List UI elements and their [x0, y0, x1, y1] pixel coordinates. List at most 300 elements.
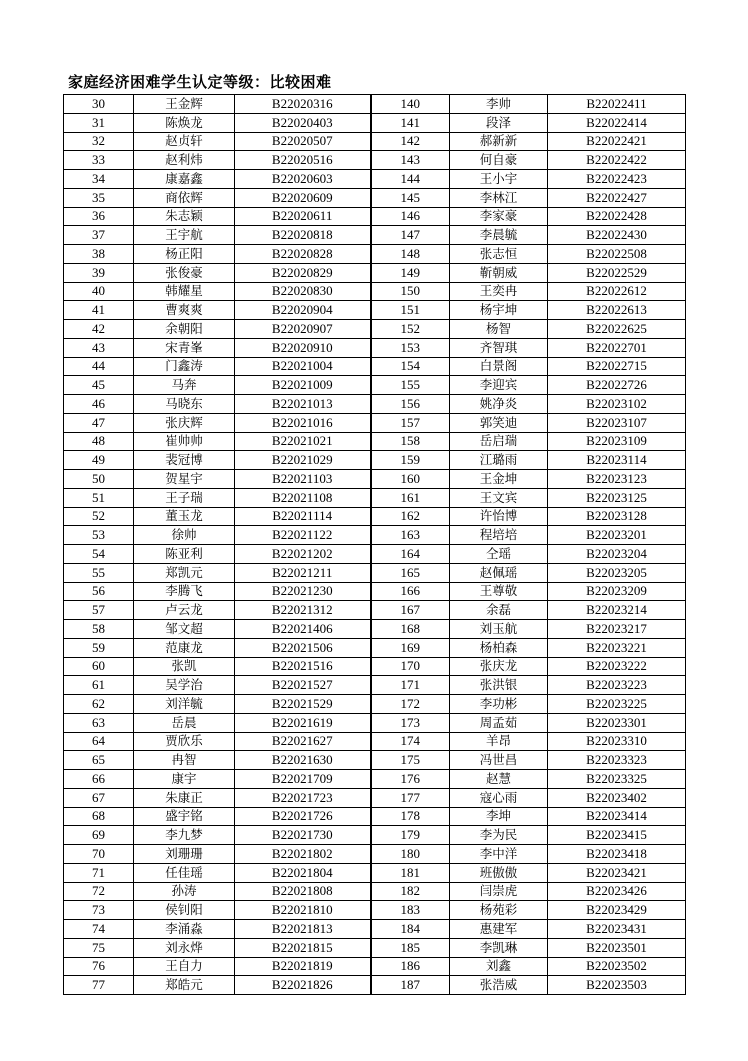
student-name-cell: 赵佩瑶 [450, 563, 548, 582]
student-name-cell: 赵贞轩 [134, 132, 235, 151]
table-row [64, 863, 686, 882]
student-id-cell: B22022430 [548, 226, 686, 245]
row-number-cell: 50 [64, 470, 134, 489]
student-name-cell: 段泽 [450, 113, 548, 132]
student-id-cell: B22021723 [235, 788, 371, 807]
row-number-cell: 77 [64, 976, 134, 995]
table-row [64, 713, 686, 732]
student-name-cell: 李林江 [450, 188, 548, 207]
student-name-cell: 郝新新 [450, 132, 548, 151]
student-name-cell: 李九梦 [134, 826, 235, 845]
student-name-cell: 程培培 [450, 526, 548, 545]
student-name-cell: 闫崇虎 [450, 882, 548, 901]
student-name-cell: 赵利炜 [134, 151, 235, 170]
table-row [64, 601, 686, 620]
student-name-cell: 康宇 [134, 770, 235, 789]
table-row [64, 95, 686, 114]
student-name-cell: 齐智琪 [450, 338, 548, 357]
row-number-cell: 53 [64, 526, 134, 545]
student-id-cell: B22023102 [548, 395, 686, 414]
student-name-cell: 朱康正 [134, 788, 235, 807]
table-row [64, 320, 686, 339]
row-number-cell: 37 [64, 226, 134, 245]
row-number-cell: 162 [371, 507, 450, 526]
student-id-cell: B22021004 [235, 357, 371, 376]
row-number-cell: 141 [371, 113, 450, 132]
table-row [64, 245, 686, 264]
student-name-cell: 张俊豪 [134, 263, 235, 282]
student-id-cell: B22023323 [548, 751, 686, 770]
student-name-cell: 曹爽爽 [134, 301, 235, 320]
row-number-cell: 144 [371, 170, 450, 189]
table-row [64, 845, 686, 864]
row-number-cell: 140 [371, 95, 450, 114]
table-row [64, 788, 686, 807]
student-id-cell: B22023128 [548, 507, 686, 526]
row-number-cell: 166 [371, 582, 450, 601]
student-id-cell: B22020507 [235, 132, 371, 151]
student-id-cell: B22023223 [548, 676, 686, 695]
table-row [64, 882, 686, 901]
table-row [64, 338, 686, 357]
student-name-cell: 崔帅帅 [134, 432, 235, 451]
student-id-cell: B22021202 [235, 545, 371, 564]
row-number-cell: 157 [371, 413, 450, 432]
student-name-cell: 侯钊阳 [134, 901, 235, 920]
student-id-cell: B22023431 [548, 920, 686, 939]
student-name-cell: 王小宇 [450, 170, 548, 189]
student-id-cell: B22020904 [235, 301, 371, 320]
student-id-cell: B22022428 [548, 207, 686, 226]
row-number-cell: 175 [371, 751, 450, 770]
student-name-cell: 姚净炎 [450, 395, 548, 414]
student-name-cell: 冯世昌 [450, 751, 548, 770]
student-id-cell: B22023301 [548, 713, 686, 732]
table-row [64, 695, 686, 714]
student-name-cell: 马晓东 [134, 395, 235, 414]
row-number-cell: 181 [371, 863, 450, 882]
student-name-cell: 张浩威 [450, 976, 548, 995]
row-number-cell: 66 [64, 770, 134, 789]
row-number-cell: 72 [64, 882, 134, 901]
student-name-cell: 贺星宇 [134, 470, 235, 489]
student-name-cell: 范康龙 [134, 638, 235, 657]
student-id-cell: B22022625 [548, 320, 686, 339]
row-number-cell: 176 [371, 770, 450, 789]
student-id-cell: B22023402 [548, 788, 686, 807]
row-number-cell: 61 [64, 676, 134, 695]
student-id-cell: B22023204 [548, 545, 686, 564]
row-number-cell: 153 [371, 338, 450, 357]
table-row [64, 920, 686, 939]
student-id-cell: B22021108 [235, 488, 371, 507]
student-id-cell: B22021013 [235, 395, 371, 414]
student-id-cell: B22023222 [548, 657, 686, 676]
student-id-cell: B22021730 [235, 826, 371, 845]
row-number-cell: 39 [64, 263, 134, 282]
row-number-cell: 48 [64, 432, 134, 451]
student-id-cell: B22021529 [235, 695, 371, 714]
table-row [64, 563, 686, 582]
student-id-cell: B22023217 [548, 620, 686, 639]
row-number-cell: 167 [371, 601, 450, 620]
student-id-cell: B22023501 [548, 938, 686, 957]
table-row [64, 395, 686, 414]
student-id-cell: B22023123 [548, 470, 686, 489]
student-id-cell: B22021826 [235, 976, 371, 995]
student-id-cell: B22023502 [548, 957, 686, 976]
student-name-cell: 白景阁 [450, 357, 548, 376]
student-id-cell: B22021516 [235, 657, 371, 676]
student-name-cell: 周孟茹 [450, 713, 548, 732]
student-id-cell: B22021813 [235, 920, 371, 939]
row-number-cell: 49 [64, 451, 134, 470]
student-name-cell: 徐帅 [134, 526, 235, 545]
table-row [64, 751, 686, 770]
student-id-cell: B22021808 [235, 882, 371, 901]
table-row [64, 826, 686, 845]
student-id-cell: B22020828 [235, 245, 371, 264]
student-name-cell: 刘珊珊 [134, 845, 235, 864]
student-id-cell: B22023325 [548, 770, 686, 789]
student-id-cell: B22023421 [548, 863, 686, 882]
row-number-cell: 36 [64, 207, 134, 226]
student-id-cell: B22022613 [548, 301, 686, 320]
table-row [64, 207, 686, 226]
student-id-cell: B22021211 [235, 563, 371, 582]
student-id-cell: B22020910 [235, 338, 371, 357]
row-number-cell: 148 [371, 245, 450, 264]
student-name-cell: 裴冠博 [134, 451, 235, 470]
student-id-cell: B22021815 [235, 938, 371, 957]
row-number-cell: 156 [371, 395, 450, 414]
row-number-cell: 169 [371, 638, 450, 657]
student-name-cell: 马奔 [134, 376, 235, 395]
table-row [64, 282, 686, 301]
row-number-cell: 145 [371, 188, 450, 207]
row-number-cell: 42 [64, 320, 134, 339]
row-number-cell: 155 [371, 376, 450, 395]
student-name-cell: 吴学治 [134, 676, 235, 695]
row-number-cell: 47 [64, 413, 134, 432]
student-name-cell: 王尊敬 [450, 582, 548, 601]
student-name-cell: 余磊 [450, 601, 548, 620]
row-number-cell: 56 [64, 582, 134, 601]
student-name-cell: 王文宾 [450, 488, 548, 507]
row-number-cell: 60 [64, 657, 134, 676]
student-name-cell: 董玉龙 [134, 507, 235, 526]
student-name-cell: 惠建军 [450, 920, 548, 939]
row-number-cell: 63 [64, 713, 134, 732]
student-id-cell: B22023414 [548, 807, 686, 826]
student-id-cell: B22021029 [235, 451, 371, 470]
student-name-cell: 王自力 [134, 957, 235, 976]
student-id-cell: B22020830 [235, 282, 371, 301]
table-row [64, 676, 686, 695]
student-id-cell: B22023221 [548, 638, 686, 657]
row-number-cell: 151 [371, 301, 450, 320]
student-id-cell: B22020611 [235, 207, 371, 226]
row-number-cell: 168 [371, 620, 450, 639]
student-id-cell: B22021122 [235, 526, 371, 545]
student-id-cell: B22023114 [548, 451, 686, 470]
table-row [64, 770, 686, 789]
row-number-cell: 65 [64, 751, 134, 770]
student-id-cell: B22021527 [235, 676, 371, 695]
student-name-cell: 门鑫涛 [134, 357, 235, 376]
row-number-cell: 179 [371, 826, 450, 845]
student-name-cell: 羊昂 [450, 732, 548, 751]
student-id-cell: B22022421 [548, 132, 686, 151]
student-id-cell: B22023214 [548, 601, 686, 620]
row-number-cell: 52 [64, 507, 134, 526]
student-id-cell: B22023418 [548, 845, 686, 864]
student-id-cell: B22021016 [235, 413, 371, 432]
student-name-cell: 刘洋毓 [134, 695, 235, 714]
table-row [64, 807, 686, 826]
row-number-cell: 161 [371, 488, 450, 507]
student-id-cell: B22022411 [548, 95, 686, 114]
row-number-cell: 34 [64, 170, 134, 189]
row-number-cell: 159 [371, 451, 450, 470]
student-id-cell: B22020316 [235, 95, 371, 114]
row-number-cell: 76 [64, 957, 134, 976]
row-number-cell: 40 [64, 282, 134, 301]
student-id-cell: B22021406 [235, 620, 371, 639]
student-id-cell: B22022422 [548, 151, 686, 170]
student-name-cell: 盛宇铭 [134, 807, 235, 826]
row-number-cell: 185 [371, 938, 450, 957]
student-id-cell: B22023429 [548, 901, 686, 920]
table-row [64, 938, 686, 957]
student-name-cell: 岳晨 [134, 713, 235, 732]
student-id-cell: B22020829 [235, 263, 371, 282]
row-number-cell: 158 [371, 432, 450, 451]
row-number-cell: 33 [64, 151, 134, 170]
student-name-cell: 郑凯元 [134, 563, 235, 582]
row-number-cell: 62 [64, 695, 134, 714]
student-name-cell: 朱志颖 [134, 207, 235, 226]
student-id-cell: B22020907 [235, 320, 371, 339]
student-id-cell: B22021630 [235, 751, 371, 770]
student-id-cell: B22021619 [235, 713, 371, 732]
student-id-cell: B22022427 [548, 188, 686, 207]
table-row [64, 957, 686, 976]
student-id-cell: B22021819 [235, 957, 371, 976]
row-number-cell: 55 [64, 563, 134, 582]
row-number-cell: 147 [371, 226, 450, 245]
student-table [63, 94, 686, 995]
student-name-cell: 郑皓元 [134, 976, 235, 995]
student-id-cell: B22020603 [235, 170, 371, 189]
table-row [64, 413, 686, 432]
student-id-cell: B22022701 [548, 338, 686, 357]
row-number-cell: 154 [371, 357, 450, 376]
table-row [64, 657, 686, 676]
student-id-cell: B22021802 [235, 845, 371, 864]
student-name-cell: 李晨毓 [450, 226, 548, 245]
row-number-cell: 70 [64, 845, 134, 864]
table-row [64, 976, 686, 995]
student-name-cell: 杨智 [450, 320, 548, 339]
student-name-cell: 张志恒 [450, 245, 548, 264]
student-name-cell: 江璐雨 [450, 451, 548, 470]
student-name-cell: 宋青峯 [134, 338, 235, 357]
row-number-cell: 64 [64, 732, 134, 751]
student-name-cell: 陈亚利 [134, 545, 235, 564]
table-row [64, 301, 686, 320]
student-id-cell: B22021506 [235, 638, 371, 657]
student-id-cell: B22023209 [548, 582, 686, 601]
table-row [64, 901, 686, 920]
row-number-cell: 57 [64, 601, 134, 620]
student-name-cell: 李涌淼 [134, 920, 235, 939]
row-number-cell: 146 [371, 207, 450, 226]
student-name-cell: 王奕冉 [450, 282, 548, 301]
student-id-cell: B22020516 [235, 151, 371, 170]
row-number-cell: 174 [371, 732, 450, 751]
student-id-cell: B22021021 [235, 432, 371, 451]
row-number-cell: 54 [64, 545, 134, 564]
student-id-cell: B22022529 [548, 263, 686, 282]
student-name-cell: 李中洋 [450, 845, 548, 864]
student-name-cell: 李为民 [450, 826, 548, 845]
student-id-cell: B22022715 [548, 357, 686, 376]
row-number-cell: 59 [64, 638, 134, 657]
student-id-cell: B22023415 [548, 826, 686, 845]
student-name-cell: 李腾飞 [134, 582, 235, 601]
row-number-cell: 165 [371, 563, 450, 582]
student-name-cell: 王金坤 [450, 470, 548, 489]
table-row [64, 263, 686, 282]
student-id-cell: B22021810 [235, 901, 371, 920]
student-name-cell: 杨苑彩 [450, 901, 548, 920]
student-id-cell: B22023205 [548, 563, 686, 582]
row-number-cell: 71 [64, 863, 134, 882]
student-id-cell: B22021312 [235, 601, 371, 620]
student-id-cell: B22022414 [548, 113, 686, 132]
student-id-cell: B22021804 [235, 863, 371, 882]
row-number-cell: 170 [371, 657, 450, 676]
student-name-cell: 岳启瑞 [450, 432, 548, 451]
student-id-cell: B22020609 [235, 188, 371, 207]
student-name-cell: 王宇航 [134, 226, 235, 245]
student-name-cell: 任佳瑶 [134, 863, 235, 882]
row-number-cell: 171 [371, 676, 450, 695]
row-number-cell: 184 [371, 920, 450, 939]
row-number-cell: 41 [64, 301, 134, 320]
student-name-cell: 刘鑫 [450, 957, 548, 976]
student-id-cell: B22020818 [235, 226, 371, 245]
row-number-cell: 149 [371, 263, 450, 282]
student-id-cell: B22023426 [548, 882, 686, 901]
row-number-cell: 31 [64, 113, 134, 132]
student-name-cell: 邹文超 [134, 620, 235, 639]
row-number-cell: 180 [371, 845, 450, 864]
student-name-cell: 贾欣乐 [134, 732, 235, 751]
student-id-cell: B22022612 [548, 282, 686, 301]
table-row [64, 226, 686, 245]
student-name-cell: 刘永烨 [134, 938, 235, 957]
table-row [64, 357, 686, 376]
row-number-cell: 38 [64, 245, 134, 264]
student-name-cell: 李功彬 [450, 695, 548, 714]
table-row [64, 170, 686, 189]
row-number-cell: 160 [371, 470, 450, 489]
student-id-cell: B22021009 [235, 376, 371, 395]
student-id-cell: B22021114 [235, 507, 371, 526]
row-number-cell: 73 [64, 901, 134, 920]
student-name-cell: 赵慧 [450, 770, 548, 789]
table-row [64, 507, 686, 526]
student-name-cell: 李家豪 [450, 207, 548, 226]
student-id-cell: B22021627 [235, 732, 371, 751]
student-id-cell: B22021230 [235, 582, 371, 601]
row-number-cell: 35 [64, 188, 134, 207]
student-name-cell: 张庆辉 [134, 413, 235, 432]
row-number-cell: 187 [371, 976, 450, 995]
student-name-cell: 李凯琳 [450, 938, 548, 957]
student-id-cell: B22023310 [548, 732, 686, 751]
row-number-cell: 68 [64, 807, 134, 826]
row-number-cell: 182 [371, 882, 450, 901]
student-name-cell: 李帅 [450, 95, 548, 114]
row-number-cell: 178 [371, 807, 450, 826]
student-name-cell: 寇心雨 [450, 788, 548, 807]
table-row [64, 470, 686, 489]
student-id-cell: B22023125 [548, 488, 686, 507]
student-name-cell: 陈焕龙 [134, 113, 235, 132]
row-number-cell: 58 [64, 620, 134, 639]
row-number-cell: 67 [64, 788, 134, 807]
student-name-cell: 张凯 [134, 657, 235, 676]
student-name-cell: 班傲傲 [450, 863, 548, 882]
row-number-cell: 69 [64, 826, 134, 845]
row-number-cell: 74 [64, 920, 134, 939]
student-id-cell: B22022508 [548, 245, 686, 264]
student-name-cell: 李坤 [450, 807, 548, 826]
student-name-cell: 孙涛 [134, 882, 235, 901]
student-name-cell: 张庆龙 [450, 657, 548, 676]
student-name-cell: 靳朝威 [450, 263, 548, 282]
student-id-cell: B22023503 [548, 976, 686, 995]
student-id-cell: B22020403 [235, 113, 371, 132]
table-row [64, 432, 686, 451]
student-name-cell: 卢云龙 [134, 601, 235, 620]
row-number-cell: 164 [371, 545, 450, 564]
table-row [64, 732, 686, 751]
row-number-cell: 186 [371, 957, 450, 976]
page-title: 家庭经济困难学生认定等级：比较困难 [68, 73, 332, 91]
student-name-cell: 李迎宾 [450, 376, 548, 395]
row-number-cell: 150 [371, 282, 450, 301]
student-id-cell: B22022726 [548, 376, 686, 395]
row-number-cell: 43 [64, 338, 134, 357]
row-number-cell: 177 [371, 788, 450, 807]
table-row [64, 545, 686, 564]
student-id-cell: B22023201 [548, 526, 686, 545]
table-row [64, 582, 686, 601]
row-number-cell: 51 [64, 488, 134, 507]
row-number-cell: 75 [64, 938, 134, 957]
student-name-cell: 何自豪 [450, 151, 548, 170]
row-number-cell: 173 [371, 713, 450, 732]
student-id-cell: B22021103 [235, 470, 371, 489]
student-id-cell: B22021726 [235, 807, 371, 826]
student-name-cell: 康嘉鑫 [134, 170, 235, 189]
row-number-cell: 163 [371, 526, 450, 545]
student-name-cell: 韩耀星 [134, 282, 235, 301]
